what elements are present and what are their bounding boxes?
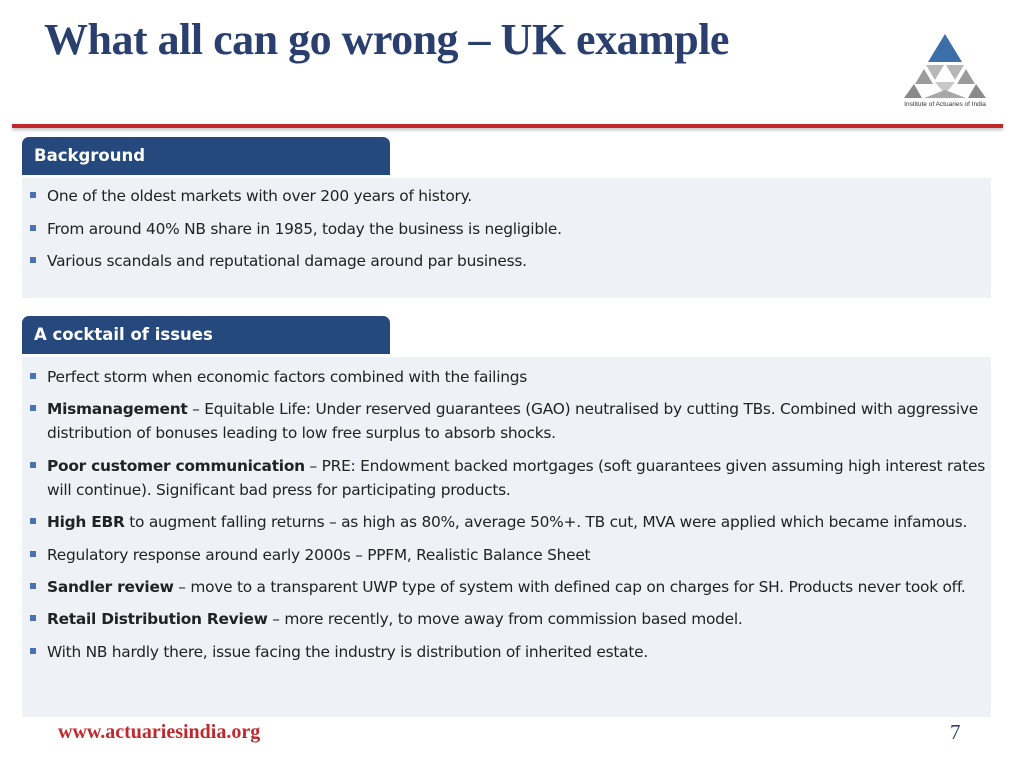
bullet-text: Regulatory response around early 2000s – PPFM, Realistic Balance Sheet bbox=[47, 545, 591, 564]
footer-website-link[interactable]: www.actuariesindia.org bbox=[58, 721, 261, 743]
bullet-square-icon bbox=[30, 615, 36, 621]
bullet-square-icon bbox=[30, 462, 36, 468]
bullet-item bbox=[22, 640, 991, 664]
bullet-item bbox=[22, 365, 991, 389]
bullet-text: – move to a transparent UWP type of system with defined cap on charges for SH. Products never took off. bbox=[173, 577, 966, 596]
issues-bullet-list bbox=[22, 357, 991, 672]
bullet-item bbox=[22, 397, 991, 445]
bullet-square-icon bbox=[30, 551, 36, 557]
bullet-square-icon bbox=[30, 583, 36, 589]
section-heading-cocktail-of-issues: A cocktail of issues bbox=[22, 316, 390, 354]
issues-panel bbox=[22, 355, 991, 717]
bullet-square-icon bbox=[30, 225, 36, 231]
page-number: 7 bbox=[950, 720, 961, 744]
bullet-item bbox=[22, 607, 991, 631]
bullet-bold-lead: Retail Distribution Review bbox=[47, 610, 268, 629]
institute-logo bbox=[896, 32, 994, 112]
slide-title: What all can go wrong – UK example bbox=[44, 15, 729, 64]
bullet-item bbox=[22, 249, 991, 273]
bullet-text: Perfect storm when economic factors combined with the failings bbox=[47, 368, 528, 386]
bullet-text: Various scandals and reputational damage around par business. bbox=[47, 252, 527, 270]
bullet-text: With NB hardly there, issue facing the industry is distribution of inherited estate. bbox=[47, 642, 648, 661]
bullet-square-icon bbox=[30, 192, 36, 198]
logo-caption: Institute of Actuaries of India bbox=[904, 101, 986, 108]
bullet-text: From around 40% NB share in 1985, today the business is negligible. bbox=[47, 219, 562, 238]
bullet-text: to augment falling returns – as high as 80%, average 50%+. TB cut, MVA were applied which became infamous. bbox=[124, 513, 968, 532]
header-divider bbox=[12, 124, 1003, 128]
bullet-square-icon bbox=[30, 648, 36, 654]
bullet-bold-lead: Sandler review bbox=[47, 577, 174, 596]
triangle-logo-icon bbox=[900, 32, 990, 100]
bullet-item bbox=[22, 184, 991, 208]
bullet-square-icon bbox=[30, 518, 36, 524]
bullet-bold-lead: Poor customer communication bbox=[47, 456, 305, 475]
bullet-item bbox=[22, 543, 991, 567]
bullet-text: – more recently, to move away from commission based model. bbox=[267, 610, 743, 629]
bullet-text: One of the oldest markets with over 200 years of history. bbox=[47, 187, 472, 205]
bullet-square-icon bbox=[30, 257, 36, 263]
section-heading-background: Background bbox=[22, 137, 390, 175]
bullet-item bbox=[22, 575, 991, 599]
bullet-item bbox=[22, 454, 991, 502]
bullet-square-icon bbox=[30, 405, 36, 411]
bullet-item bbox=[22, 510, 991, 534]
bullet-item bbox=[22, 217, 991, 241]
bullet-bold-lead: High EBR bbox=[47, 513, 125, 532]
bullet-text: – PRE: Endowment backed mortgages (soft guarantees given assuming high interest rates will continue). Significant bad press for participating products. bbox=[47, 456, 985, 499]
bullet-bold-lead: Mismanagement bbox=[47, 400, 188, 419]
background-bullet-list bbox=[22, 178, 991, 282]
bullet-text: – Equitable Life: Under reserved guarantees (GAO) neutralised by cutting TBs. Combined with aggressive distribution of bonuses leading to low free surplus to absorb shocks. bbox=[47, 400, 978, 443]
background-panel bbox=[22, 176, 991, 298]
bullet-square-icon bbox=[30, 373, 36, 379]
